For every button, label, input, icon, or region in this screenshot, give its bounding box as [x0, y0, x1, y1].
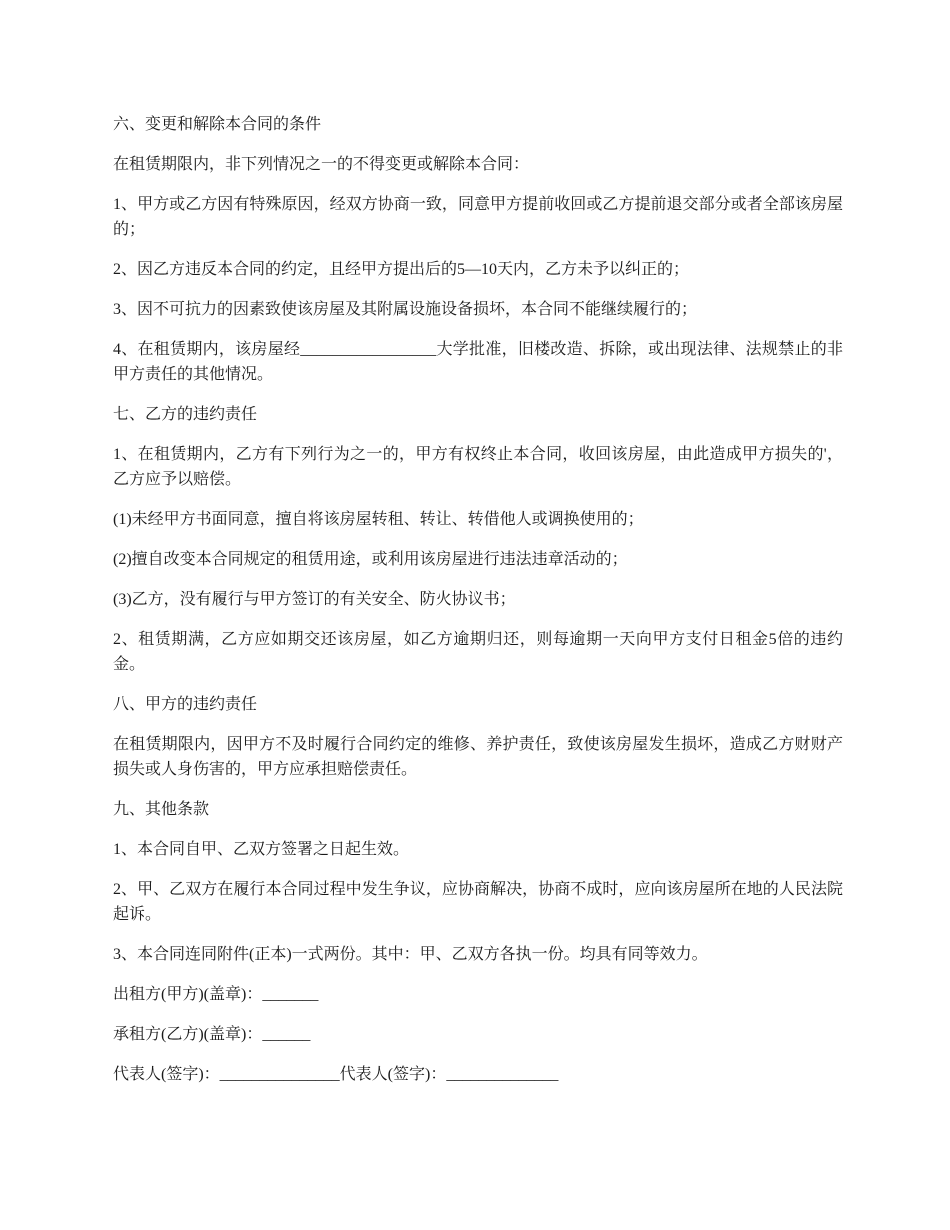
- signature-lessee: 承租方(乙方)(盖章)：______: [113, 1026, 311, 1043]
- clause-9-3: 3、本合同连同附件(正本)一式两份。其中：甲、乙双方各执一份。均具有同等效力。: [113, 946, 708, 963]
- document-page: [113, 112, 843, 1102]
- clause-6-1: 1、甲方或乙方因有特殊原因，经双方协商一致，同意甲方提前收回或乙方提前退交部分或者全部该房屋的；: [113, 196, 843, 238]
- paragraph-intro: 在租赁期限内，非下列情况之一的不得变更或解除本合同：: [113, 156, 530, 173]
- clause-6-4: 4、在租赁期内，该房屋经_________________大学批准，旧楼改造、拆除，或出现法律、法规禁止的非甲方责任的其他情况。: [113, 341, 843, 383]
- clause-9-2: 2、甲、乙双方在履行本合同过程中发生争议，应协商解决，协商不成时，应向该房屋所在地的人民法院起诉。: [113, 881, 843, 923]
- section-heading-9: 九、其他条款: [113, 801, 210, 818]
- clause-7-2: 2、租赁期满，乙方应如期交还该房屋，如乙方逾期归还，则每逾期一天向甲方支付日租金5倍的违约金。: [113, 631, 843, 673]
- clause-7-1-c: (3)乙方，没有履行与甲方签订的有关安全、防火协议书；: [113, 591, 516, 608]
- clause-9-1: 1、本合同自甲、乙双方签署之日起生效。: [113, 841, 410, 858]
- section-heading-7: 七、乙方的违约责任: [113, 406, 258, 423]
- section-heading-6: 六、变更和解除本合同的条件: [113, 116, 322, 133]
- clause-8: 在租赁期限内，因甲方不及时履行合同约定的维修、养护责任，致使该房屋发生损坏，造成乙方财财产损失或人身伤害的，甲方应承担赔偿责任。: [113, 736, 843, 778]
- signature-representatives: 代表人(签字)：_______________代表人(签字)：______________: [113, 1066, 559, 1083]
- clause-7-1-b: (2)擅自改变本合同规定的租赁用途，或利用该房屋进行违法违章活动的；: [113, 551, 628, 568]
- section-heading-8: 八、甲方的违约责任: [113, 696, 258, 713]
- signature-lessor: 出租方(甲方)(盖章)：_______: [113, 986, 319, 1003]
- clause-7-1: 1、在租赁期内，乙方有下列行为之一的，甲方有权终止本合同，收回该房屋，由此造成甲方损失的'，乙方应予以赔偿。: [113, 446, 843, 488]
- clause-7-1-a: (1)未经甲方书面同意，擅自将该房屋转租、转让、转借他人或调换使用的；: [113, 511, 644, 528]
- clause-6-2: 2、因乙方违反本合同的约定，且经甲方提出后的5—10天内，乙方未予以纠正的；: [113, 261, 690, 278]
- clause-6-3: 3、因不可抗力的因素致使该房屋及其附属设施设备损坏，本合同不能继续履行的；: [113, 301, 698, 318]
